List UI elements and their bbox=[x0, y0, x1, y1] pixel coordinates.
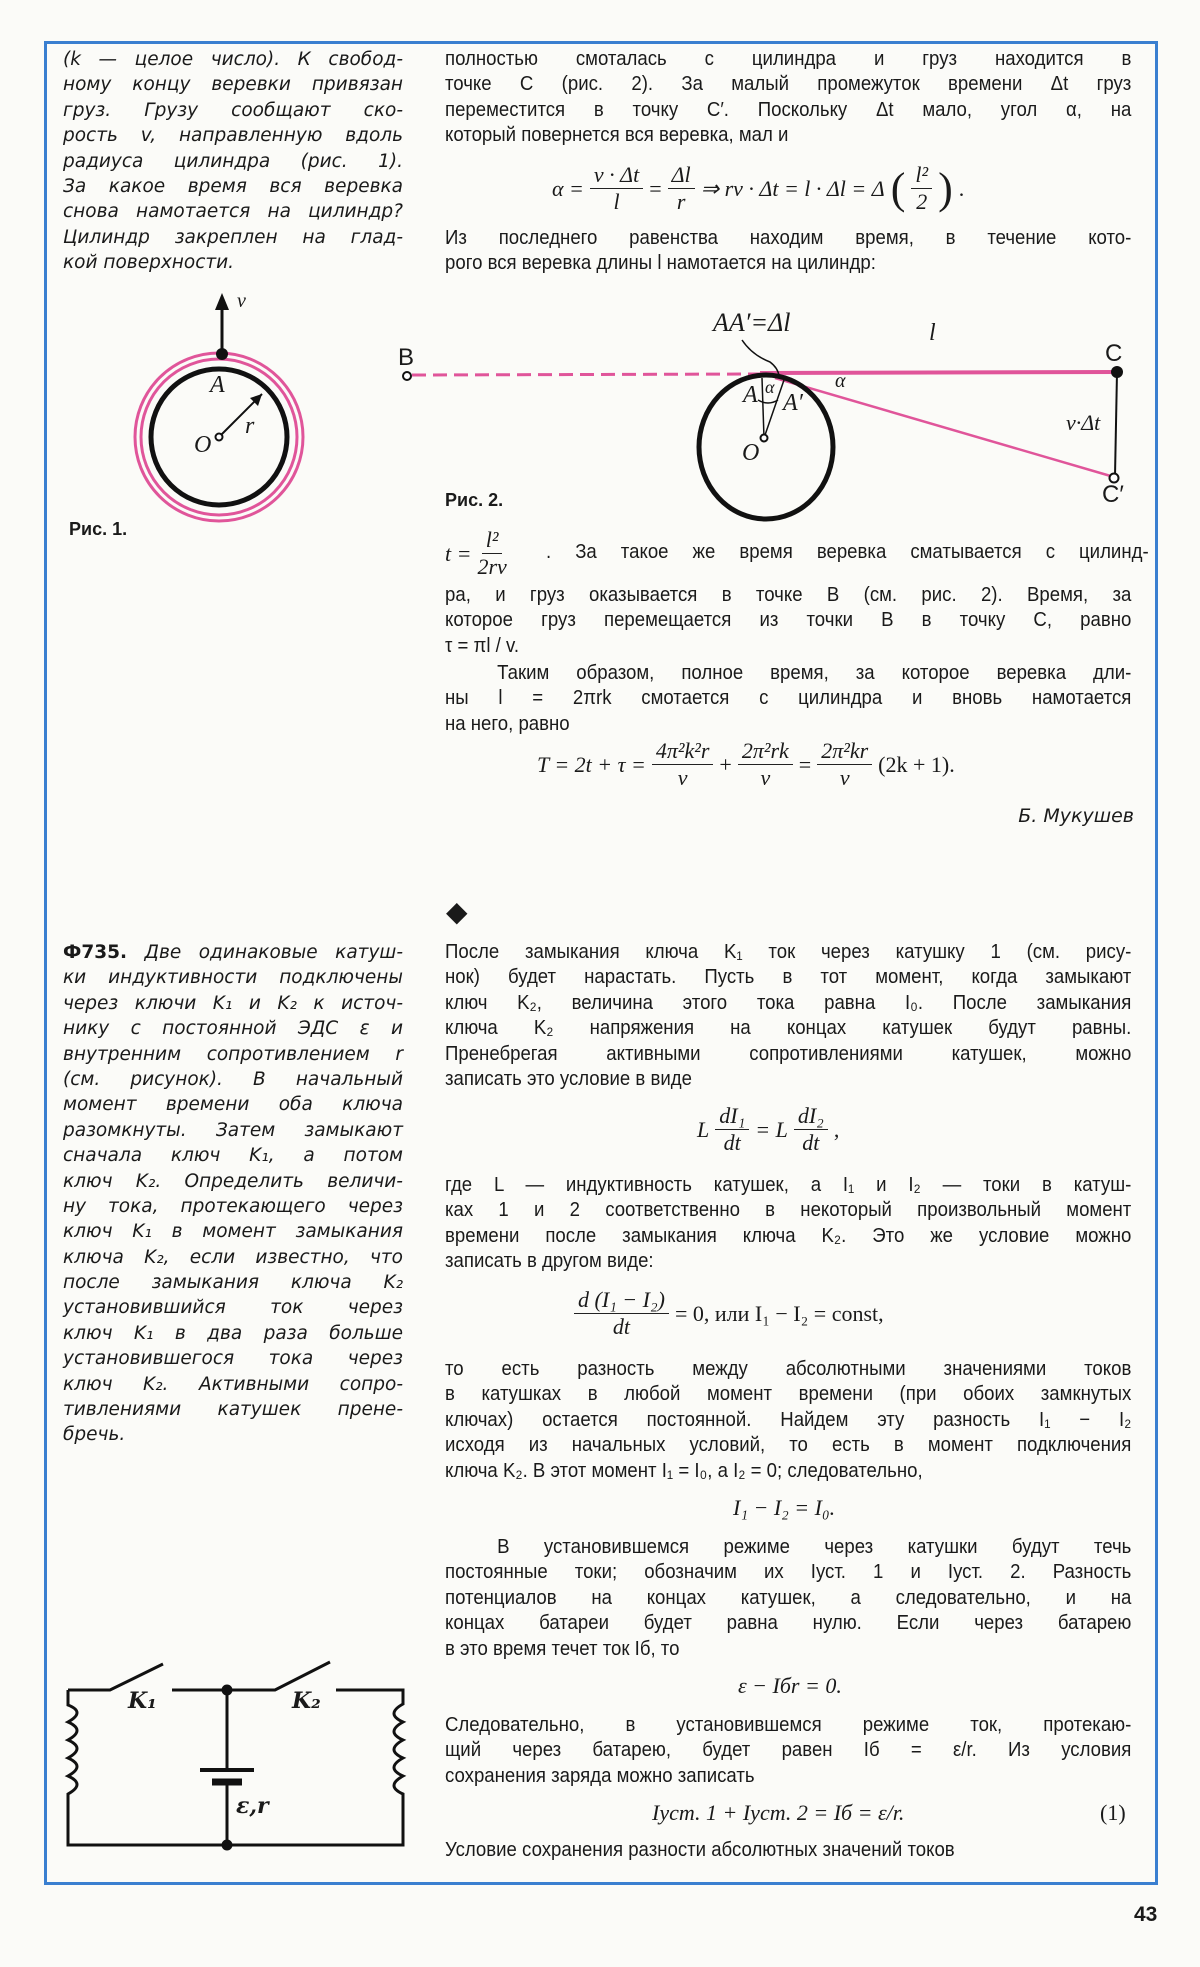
text-line: Из последнего равенства находим время, в течение кото- bbox=[445, 227, 1132, 249]
radius-oa bbox=[762, 378, 764, 438]
denominator: 2 bbox=[916, 189, 928, 214]
text-line: ну тока, протекающего через bbox=[63, 1195, 403, 1217]
formula-emf: ε − Iбr = 0. bbox=[738, 1673, 842, 1698]
text-line: радиуса цилиндра (рис. 1). bbox=[63, 150, 403, 172]
solution1-para3-first bbox=[546, 540, 1149, 565]
figure-2 bbox=[403, 340, 1123, 519]
text-line: разомкнуты. Затем замыкают bbox=[63, 1119, 403, 1141]
fig1-label-r: r bbox=[245, 413, 255, 439]
text-line: на него, равно bbox=[445, 712, 570, 735]
numerator: dI₂ bbox=[794, 1103, 828, 1130]
dashed-rope bbox=[412, 374, 760, 375]
denominator: dt bbox=[802, 1130, 820, 1155]
formula-part: = bbox=[649, 175, 662, 201]
point-b bbox=[403, 372, 411, 380]
text-line: постоянные токи; обозначим их Iуст. 1 и Iуст. 2. Разность bbox=[445, 1561, 1132, 1584]
text-line: ключа K₂ напряжения на концах катушек будут равны. bbox=[445, 1017, 1132, 1040]
formula-i1-i2: I₁ − I₂ = I₀. bbox=[733, 1495, 836, 1520]
text-line: ках 1 и 2 соответственно в некоторый произвольный момент bbox=[445, 1199, 1132, 1222]
fig2-caption: Рис. 2. bbox=[445, 490, 504, 510]
text-line: груз. Грузу сообщают ско- bbox=[63, 99, 403, 121]
author: Б. Мукушев bbox=[1018, 805, 1134, 827]
junction-top bbox=[223, 1686, 231, 1694]
text-line: рого вся веревка длины l намотается на цилиндр: bbox=[445, 252, 876, 275]
text-line: . За такое же время веревка сматывается с цилинд- bbox=[546, 541, 1149, 563]
denominator: v bbox=[760, 765, 771, 790]
text-line: ны l = 2πrk смотается с цилиндра и вновь намотается bbox=[445, 687, 1132, 710]
fraction bbox=[590, 162, 643, 215]
numerator: 4π²k²r bbox=[652, 738, 714, 765]
solution2-p2 bbox=[445, 1173, 1131, 1275]
text-line: рость v, направленную вдоль bbox=[63, 125, 403, 147]
text-line: нок) будет нарастать. Пусть в тот момент, когда замыкают bbox=[445, 966, 1132, 989]
angle-arc bbox=[758, 400, 778, 403]
switch-k1 bbox=[68, 1664, 163, 1690]
center-o bbox=[761, 435, 768, 442]
formula-part: (2k + 1). bbox=[878, 751, 955, 777]
formula-part: = 0, или I₁ − I₂ = const, bbox=[674, 1300, 884, 1326]
problem-number: Ф735. bbox=[63, 942, 127, 963]
solution2-p1 bbox=[445, 940, 1131, 1092]
fig2-label-b: B bbox=[398, 344, 415, 371]
circuit-label-source: ε,r bbox=[236, 1793, 269, 1819]
leader-line bbox=[742, 340, 779, 376]
text-line: Таким образом, полное время, за которое веревка дли- bbox=[497, 662, 1132, 684]
circuit-label-k1: K₁ bbox=[128, 1688, 157, 1714]
text-line: полностью смоталась с цилиндра и груз находится в bbox=[445, 48, 1132, 70]
denominator: 2rv bbox=[477, 554, 507, 579]
fig2-label-aa: AA′=Δl bbox=[713, 308, 791, 337]
text-line: τ = πl / v. bbox=[445, 634, 520, 657]
text-line: Условие сохранения разности абсолютных значений токов bbox=[445, 1839, 955, 1861]
text-line: в это время течет ток Iб, то bbox=[445, 1637, 680, 1660]
solution1-para2 bbox=[445, 226, 1131, 277]
denominator: dt bbox=[723, 1130, 741, 1155]
text-line: через ключи K₁ и K₂ к источ- bbox=[63, 992, 403, 1014]
fraction bbox=[477, 527, 506, 580]
text-line: потенциалов на концах катушек, а следовательно, и на bbox=[445, 1586, 1132, 1609]
text-line: Пренебрегая активными сопротивлениями катушек, можно bbox=[445, 1042, 1132, 1065]
fig1-label-v: v bbox=[237, 290, 246, 312]
text-line: после замыкания ключа K₂ bbox=[63, 1272, 403, 1294]
fig1-label-o: O bbox=[194, 432, 212, 458]
formula-part: + bbox=[719, 751, 732, 777]
formula-part: = bbox=[798, 751, 812, 777]
text-line: записать это условие в виде bbox=[445, 1067, 692, 1090]
fraction bbox=[817, 738, 872, 791]
text-line: нику с постоянной ЭДС ε и bbox=[63, 1018, 403, 1040]
formula-part: α = bbox=[552, 175, 584, 201]
text-line: бречь. bbox=[63, 1424, 126, 1446]
formula-number: (1) bbox=[1100, 1800, 1126, 1825]
circuit-diagram bbox=[68, 1662, 403, 1849]
numerator: 2π²kr bbox=[817, 738, 872, 765]
text-line: ра, и груз оказывается в точке B (см. рис. 2). Время, за bbox=[445, 584, 1132, 606]
formula-t bbox=[445, 527, 507, 580]
numerator: v · Δt bbox=[590, 162, 643, 189]
circuit-wires-coils bbox=[68, 1690, 403, 1845]
fraction bbox=[911, 162, 932, 215]
fig1-caption: Рис. 1. bbox=[69, 519, 128, 539]
numerator: l² bbox=[911, 162, 932, 189]
solution1-para3 bbox=[445, 583, 1131, 659]
fraction bbox=[738, 738, 793, 791]
text-segment: Две одинаковые катуш- bbox=[144, 942, 403, 963]
text-line: сначала ключ K₁, а потом bbox=[63, 1145, 403, 1167]
denominator: l bbox=[613, 189, 620, 214]
text-line: то есть разность между абсолютными значениями токов bbox=[445, 1358, 1132, 1380]
paren-close: ) bbox=[938, 163, 953, 213]
numerator: l² bbox=[482, 527, 503, 554]
text-line: После замыкания ключа K₁ ток через катушку 1 (см. рису- bbox=[445, 941, 1132, 963]
solution2-p5 bbox=[445, 1713, 1131, 1789]
text-line: ключ K₁ в два раза больше bbox=[63, 1322, 403, 1344]
text-line: В установившемся режиме через катушки будут течь bbox=[497, 1536, 1132, 1558]
formula-part: T = 2t + τ = bbox=[537, 751, 646, 777]
problem-f735-text bbox=[63, 940, 403, 1448]
formula-T bbox=[537, 738, 955, 791]
formula-alpha bbox=[552, 162, 964, 215]
text-line: (k — целое число). К свобод- bbox=[63, 49, 403, 70]
text-line: ключ K₂. Определить величи- bbox=[63, 1170, 403, 1192]
formula-diff bbox=[574, 1287, 884, 1340]
center-point bbox=[216, 434, 223, 441]
text-line: тивлениями катушек прене- bbox=[63, 1399, 403, 1421]
text-line: щий через батарею, будет равен Iб = ε/r. Из условия bbox=[445, 1739, 1132, 1762]
numerator: dI₁ bbox=[715, 1103, 749, 1130]
text-line: (см. рисунок). В начальный bbox=[63, 1068, 403, 1090]
fig2-label-c-prime: C′ bbox=[1102, 481, 1124, 508]
segment-cc bbox=[1115, 372, 1117, 476]
text-line: Цилиндр закреплен на глад- bbox=[63, 226, 403, 248]
text-line: ключ K₂, величина этого тока равна I₀. После замыкания bbox=[445, 991, 1132, 1014]
fig2-label-alpha: α bbox=[765, 377, 775, 397]
solution2-p3 bbox=[445, 1357, 1131, 1484]
solution2-p4 bbox=[445, 1535, 1131, 1662]
text-line: ключ K₂. Активными сопро- bbox=[63, 1373, 403, 1395]
text-line: внутренним сопротивлением r bbox=[63, 1043, 403, 1065]
text-line: снова намотается на цилиндр? bbox=[63, 201, 403, 223]
fig2-label-alpha-outer: α bbox=[835, 370, 846, 392]
fraction bbox=[652, 738, 714, 791]
text-line: ключ K₁ в момент замыкания bbox=[63, 1221, 403, 1243]
text-line: ключах) остается постоянной. Найдем эту разность I₁ − I₂ bbox=[445, 1408, 1132, 1431]
text-line: момент времени оба ключа bbox=[63, 1094, 403, 1116]
text-line: точке C (рис. 2). За малый промежуток времени Δt груз bbox=[445, 73, 1132, 96]
denominator: dt bbox=[612, 1314, 631, 1339]
text-line: в катушках в любой момент времени (при обоих замкнутых bbox=[445, 1383, 1132, 1406]
text-line: Следовательно, в установившемся режиме ток, протекаю- bbox=[445, 1714, 1132, 1736]
text-line: исходя из начальных условий, то есть в момент подключения bbox=[445, 1434, 1132, 1457]
circuit-label-k2: K₂ bbox=[292, 1688, 321, 1714]
text-line: которое груз перемещается из точки B в точку C, равно bbox=[445, 609, 1132, 632]
numerator: Δl bbox=[668, 162, 695, 189]
denominator: v bbox=[839, 765, 850, 790]
section-separator: ◆ bbox=[446, 897, 468, 928]
junction-bottom bbox=[223, 1841, 231, 1849]
text-line: установившийся ток через bbox=[63, 1297, 403, 1319]
text-line: записать в другом виде: bbox=[445, 1250, 654, 1273]
text-line: переместится в точку C′. Поскольку Δt мало, угол α, на bbox=[445, 98, 1132, 121]
formula-part: . bbox=[958, 175, 965, 201]
text-line: который повернется вся веревка, мал и bbox=[445, 124, 789, 147]
text-line: ключа K₂, если известно, что bbox=[63, 1246, 403, 1268]
fraction bbox=[715, 1103, 749, 1156]
denominator: v bbox=[677, 765, 688, 790]
fig2-label-a-prime: A′ bbox=[783, 390, 803, 416]
fig2-label-o: O bbox=[742, 440, 760, 466]
paren-open: ( bbox=[890, 163, 906, 213]
switch-k2 bbox=[172, 1662, 330, 1690]
figure-1 bbox=[135, 293, 303, 521]
formula-ldi bbox=[697, 1103, 839, 1156]
fig2-label-c: C bbox=[1105, 340, 1123, 367]
rope-line bbox=[760, 372, 1117, 373]
numerator: d (I₁ − I₂) bbox=[574, 1287, 669, 1314]
text-line: концах батареи будет равна нулю. Если через батарею bbox=[445, 1612, 1132, 1635]
fraction bbox=[574, 1287, 669, 1340]
fraction bbox=[794, 1103, 828, 1156]
text-line: ки индуктивности подключены bbox=[63, 967, 403, 989]
denominator: r bbox=[676, 189, 686, 214]
fig2-label-vdt: v·Δt bbox=[1066, 410, 1101, 435]
text-line: ключа K₂. В этот момент I₁ = I₀, а I₂ = 0; следовательно, bbox=[445, 1459, 923, 1482]
text-line: времени после замыкания ключа K₂. Это же условие можно bbox=[445, 1224, 1132, 1247]
formula-part: L bbox=[697, 1116, 710, 1142]
formula-part: = L bbox=[755, 1116, 788, 1142]
text-line bbox=[63, 940, 403, 965]
formula-part: ⇒ rv · Δt = l · Δl = Δ bbox=[700, 175, 885, 201]
page-number: 43 bbox=[1134, 1903, 1158, 1926]
text-line: кой поверхности. bbox=[63, 252, 235, 274]
rope-line-rotated bbox=[775, 378, 1114, 477]
text-line: где L — индуктивность катушек, а I₁ и I₂ — токи в катуш- bbox=[445, 1174, 1132, 1196]
fig2-label-a: A bbox=[743, 382, 758, 408]
solution1-para4 bbox=[445, 661, 1131, 737]
formula-charge: Iуст. 1 + Iуст. 2 = Iб = ε/r. bbox=[652, 1800, 905, 1825]
text-line: ному концу веревки привязан bbox=[63, 74, 403, 96]
solution2-p6 bbox=[445, 1838, 1131, 1863]
text-line: установившегося тока через bbox=[63, 1348, 403, 1370]
text-line: сохранения заряда можно записать bbox=[445, 1764, 755, 1787]
formula-part: , bbox=[833, 1116, 840, 1142]
fig1-label-a: A bbox=[210, 372, 225, 398]
numerator: 2π²rk bbox=[738, 738, 793, 765]
fraction bbox=[668, 162, 695, 215]
solution1-para1 bbox=[445, 47, 1131, 149]
formula-part: t = bbox=[445, 540, 472, 566]
text-line: За какое время вся веревка bbox=[63, 175, 403, 197]
velocity-arrowhead bbox=[215, 293, 229, 310]
fig2-label-l: l bbox=[929, 320, 936, 346]
